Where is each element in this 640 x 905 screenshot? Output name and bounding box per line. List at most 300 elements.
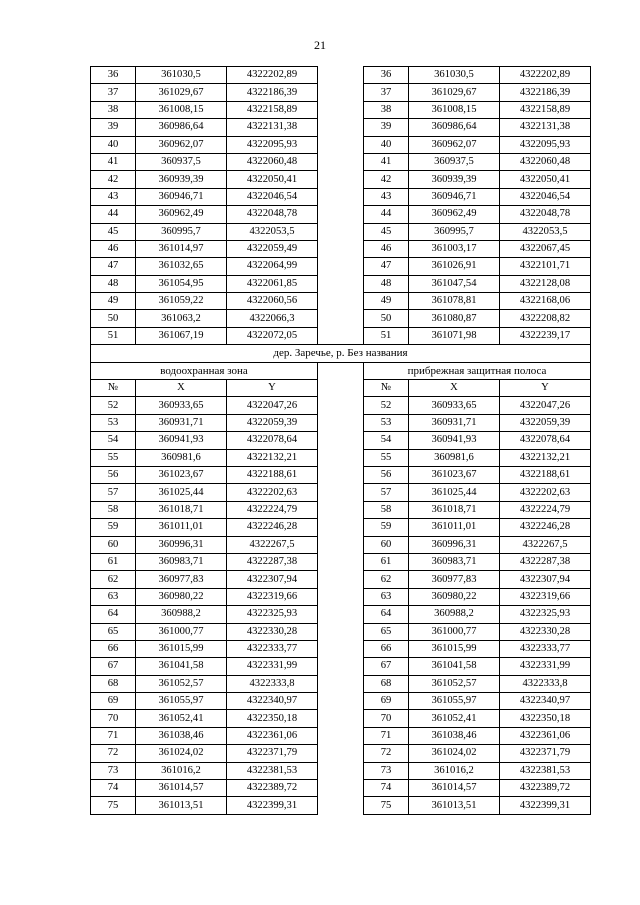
right-x-coordinate: 361014,57 [409, 780, 500, 797]
right-y-coordinate: 4322330,28 [500, 623, 591, 640]
left-x-coordinate: 361011,01 [136, 519, 227, 536]
column-gap [318, 67, 364, 84]
table-row [91, 119, 591, 136]
column-gap [318, 362, 364, 379]
right-point-number: 53 [364, 414, 409, 431]
column-gap [318, 501, 364, 518]
right-x-coordinate: 361071,98 [409, 327, 500, 344]
right-x-coordinate: 361024,02 [409, 745, 500, 762]
right-point-number: 39 [364, 119, 409, 136]
left-y-coordinate: 4322059,39 [227, 414, 318, 431]
section-title: дер. Заречье, р. Без названия [91, 345, 591, 362]
right-x-coordinate: 361026,91 [409, 258, 500, 275]
table-row [91, 275, 591, 292]
left-x-coordinate: 361067,19 [136, 327, 227, 344]
table-row [91, 206, 591, 223]
left-y-coordinate: 4322132,21 [227, 449, 318, 466]
right-point-number: 47 [364, 258, 409, 275]
table-row [91, 658, 591, 675]
left-y-coordinate: 4322066,3 [227, 310, 318, 327]
column-gap [318, 258, 364, 275]
left-x-coordinate: 361016,2 [136, 762, 227, 779]
left-y-coordinate: 4322350,18 [227, 710, 318, 727]
column-gap [318, 466, 364, 483]
right-x-coordinate: 361052,57 [409, 675, 500, 692]
left-x-coordinate: 361025,44 [136, 484, 227, 501]
table-row [91, 67, 591, 84]
right-point-number: 65 [364, 623, 409, 640]
right-point-number: 62 [364, 571, 409, 588]
table-row [91, 553, 591, 570]
right-point-number: 45 [364, 223, 409, 240]
left-x-coordinate: 361052,41 [136, 710, 227, 727]
table-row [91, 484, 591, 501]
right-x-coordinate: 361013,51 [409, 797, 500, 814]
right-point-number: 69 [364, 693, 409, 710]
right-y-coordinate: 4322340,97 [500, 693, 591, 710]
right-x-coordinate: 360980,22 [409, 588, 500, 605]
right-x-coordinate: 361047,54 [409, 275, 500, 292]
left-point-number: 58 [91, 501, 136, 518]
left-point-number: 73 [91, 762, 136, 779]
right-x-coordinate: 361041,58 [409, 658, 500, 675]
left-x-coordinate: 361032,65 [136, 258, 227, 275]
left-x-coordinate: 360983,71 [136, 553, 227, 570]
column-gap [318, 658, 364, 675]
left-y-coordinate: 4322333,8 [227, 675, 318, 692]
right-point-number: 61 [364, 553, 409, 570]
right-x-coordinate: 360939,39 [409, 171, 500, 188]
table-row [91, 675, 591, 692]
table-row [91, 171, 591, 188]
table-row [91, 153, 591, 170]
right-y-coordinate: 4322131,38 [500, 119, 591, 136]
table-row [91, 136, 591, 153]
left-x-coordinate: 360980,22 [136, 588, 227, 605]
right-header-x: X [409, 380, 500, 397]
left-x-coordinate: 360931,71 [136, 414, 227, 431]
right-y-coordinate: 4322331,99 [500, 658, 591, 675]
left-point-number: 44 [91, 206, 136, 223]
right-x-coordinate: 361018,71 [409, 501, 500, 518]
table-row [91, 745, 591, 762]
left-point-number: 37 [91, 84, 136, 101]
left-y-coordinate: 4322078,64 [227, 432, 318, 449]
left-x-coordinate: 361041,58 [136, 658, 227, 675]
table-row [91, 84, 591, 101]
left-point-number: 41 [91, 153, 136, 170]
right-x-coordinate: 360995,7 [409, 223, 500, 240]
right-point-number: 43 [364, 188, 409, 205]
left-y-coordinate: 4322325,93 [227, 606, 318, 623]
right-point-number: 63 [364, 588, 409, 605]
column-gap [318, 188, 364, 205]
right-x-coordinate: 360946,71 [409, 188, 500, 205]
right-point-number: 42 [364, 171, 409, 188]
right-x-coordinate: 361078,81 [409, 293, 500, 310]
left-point-number: 71 [91, 727, 136, 744]
left-point-number: 52 [91, 397, 136, 414]
right-point-number: 64 [364, 606, 409, 623]
right-y-coordinate: 4322186,39 [500, 84, 591, 101]
right-x-coordinate: 360981,6 [409, 449, 500, 466]
left-x-coordinate: 360996,31 [136, 536, 227, 553]
left-point-number: 62 [91, 571, 136, 588]
table-row [91, 710, 591, 727]
left-y-coordinate: 4322371,79 [227, 745, 318, 762]
right-x-coordinate: 361080,87 [409, 310, 500, 327]
right-point-number: 70 [364, 710, 409, 727]
section-header [91, 345, 591, 397]
left-y-coordinate: 4322060,56 [227, 293, 318, 310]
left-y-coordinate: 4322064,99 [227, 258, 318, 275]
left-x-coordinate: 361000,77 [136, 623, 227, 640]
right-y-coordinate: 4322287,38 [500, 553, 591, 570]
column-gap [318, 119, 364, 136]
right-y-coordinate: 4322361,06 [500, 727, 591, 744]
left-x-coordinate: 360962,07 [136, 136, 227, 153]
left-y-coordinate: 4322389,72 [227, 780, 318, 797]
left-y-coordinate: 4322048,78 [227, 206, 318, 223]
right-y-coordinate: 4322188,61 [500, 466, 591, 483]
right-point-number: 49 [364, 293, 409, 310]
right-point-number: 44 [364, 206, 409, 223]
left-y-coordinate: 4322202,63 [227, 484, 318, 501]
right-x-coordinate: 361003,17 [409, 240, 500, 257]
right-x-coordinate: 361023,67 [409, 466, 500, 483]
left-point-number: 74 [91, 780, 136, 797]
right-x-coordinate: 361030,5 [409, 67, 500, 84]
left-x-coordinate: 361008,15 [136, 101, 227, 118]
left-y-coordinate: 4322186,39 [227, 84, 318, 101]
right-y-coordinate: 4322267,5 [500, 536, 591, 553]
right-x-coordinate: 360941,93 [409, 432, 500, 449]
table-row [91, 797, 591, 814]
table-row [91, 780, 591, 797]
left-point-number: 67 [91, 658, 136, 675]
right-y-coordinate: 4322168,06 [500, 293, 591, 310]
column-gap [318, 588, 364, 605]
left-y-coordinate: 4322331,99 [227, 658, 318, 675]
right-y-coordinate: 4322078,64 [500, 432, 591, 449]
column-gap [318, 397, 364, 414]
left-y-coordinate: 4322095,93 [227, 136, 318, 153]
left-x-coordinate: 360981,6 [136, 449, 227, 466]
table-row [91, 588, 591, 605]
left-y-coordinate: 4322246,28 [227, 519, 318, 536]
column-gap [318, 414, 364, 431]
left-x-coordinate: 361018,71 [136, 501, 227, 518]
column-gap [318, 101, 364, 118]
right-y-coordinate: 4322060,48 [500, 153, 591, 170]
left-header-x: X [136, 380, 227, 397]
left-x-coordinate: 361059,22 [136, 293, 227, 310]
table-row [91, 258, 591, 275]
table-row [91, 293, 591, 310]
column-gap [318, 223, 364, 240]
right-y-coordinate: 4322132,21 [500, 449, 591, 466]
left-y-coordinate: 4322060,48 [227, 153, 318, 170]
column-gap [318, 449, 364, 466]
right-point-number: 48 [364, 275, 409, 292]
left-y-coordinate: 4322158,89 [227, 101, 318, 118]
left-point-number: 70 [91, 710, 136, 727]
table-row [91, 397, 591, 414]
left-point-number: 55 [91, 449, 136, 466]
right-y-coordinate: 4322319,66 [500, 588, 591, 605]
column-gap [318, 136, 364, 153]
right-y-coordinate: 4322047,26 [500, 397, 591, 414]
left-x-coordinate: 361038,46 [136, 727, 227, 744]
right-header-number: № [364, 380, 409, 397]
right-y-coordinate: 4322101,71 [500, 258, 591, 275]
left-x-coordinate: 361024,02 [136, 745, 227, 762]
table-row [91, 240, 591, 257]
left-x-coordinate: 361015,99 [136, 640, 227, 657]
left-point-number: 43 [91, 188, 136, 205]
column-gap [318, 780, 364, 797]
right-y-coordinate: 4322202,63 [500, 484, 591, 501]
right-y-coordinate: 4322333,8 [500, 675, 591, 692]
column-gap [318, 640, 364, 657]
left-x-coordinate: 361023,67 [136, 466, 227, 483]
left-x-coordinate: 360962,49 [136, 206, 227, 223]
left-point-number: 72 [91, 745, 136, 762]
right-y-coordinate: 4322202,89 [500, 67, 591, 84]
column-gap [318, 484, 364, 501]
left-point-number: 59 [91, 519, 136, 536]
left-point-number: 51 [91, 327, 136, 344]
right-point-number: 46 [364, 240, 409, 257]
right-y-coordinate: 4322048,78 [500, 206, 591, 223]
right-point-number: 36 [364, 67, 409, 84]
right-x-coordinate: 361055,97 [409, 693, 500, 710]
right-y-coordinate: 4322333,77 [500, 640, 591, 657]
left-x-coordinate: 360937,5 [136, 153, 227, 170]
table-row [91, 762, 591, 779]
left-point-number: 50 [91, 310, 136, 327]
left-y-coordinate: 4322202,89 [227, 67, 318, 84]
right-y-coordinate: 4322059,39 [500, 414, 591, 431]
column-gap [318, 380, 364, 397]
table-row [91, 466, 591, 483]
left-x-coordinate: 361052,57 [136, 675, 227, 692]
right-y-coordinate: 4322307,94 [500, 571, 591, 588]
left-y-coordinate: 4322399,31 [227, 797, 318, 814]
right-point-number: 57 [364, 484, 409, 501]
left-y-coordinate: 4322307,94 [227, 571, 318, 588]
right-point-number: 41 [364, 153, 409, 170]
left-point-number: 56 [91, 466, 136, 483]
column-gap [318, 275, 364, 292]
left-x-coordinate: 361063,2 [136, 310, 227, 327]
left-point-number: 65 [91, 623, 136, 640]
left-x-coordinate: 361029,67 [136, 84, 227, 101]
table-row [91, 623, 591, 640]
right-x-coordinate: 361052,41 [409, 710, 500, 727]
right-y-coordinate: 4322053,5 [500, 223, 591, 240]
right-y-coordinate: 4322128,08 [500, 275, 591, 292]
top-rows [91, 67, 591, 345]
left-y-coordinate: 4322267,5 [227, 536, 318, 553]
column-gap [318, 432, 364, 449]
right-x-coordinate: 360977,83 [409, 571, 500, 588]
left-x-coordinate: 360946,71 [136, 188, 227, 205]
right-x-coordinate: 360933,65 [409, 397, 500, 414]
left-y-coordinate: 4322330,28 [227, 623, 318, 640]
right-y-coordinate: 4322381,53 [500, 762, 591, 779]
page-number: 21 [314, 38, 326, 52]
left-point-number: 68 [91, 675, 136, 692]
left-y-coordinate: 4322188,61 [227, 466, 318, 483]
left-point-number: 66 [91, 640, 136, 657]
left-x-coordinate: 360988,2 [136, 606, 227, 623]
left-x-coordinate: 361055,97 [136, 693, 227, 710]
right-point-number: 71 [364, 727, 409, 744]
column-gap [318, 762, 364, 779]
column-gap [318, 571, 364, 588]
column-gap [318, 519, 364, 536]
left-point-number: 69 [91, 693, 136, 710]
right-point-number: 50 [364, 310, 409, 327]
table-row [91, 727, 591, 744]
column-gap [318, 171, 364, 188]
left-x-coordinate: 360939,39 [136, 171, 227, 188]
left-y-coordinate: 4322061,85 [227, 275, 318, 292]
left-x-coordinate: 361014,97 [136, 240, 227, 257]
left-point-number: 40 [91, 136, 136, 153]
right-y-coordinate: 4322325,93 [500, 606, 591, 623]
column-gap [318, 293, 364, 310]
table-row [91, 449, 591, 466]
left-point-number: 46 [91, 240, 136, 257]
right-x-coordinate: 361025,44 [409, 484, 500, 501]
table-row [91, 414, 591, 431]
right-x-coordinate: 360931,71 [409, 414, 500, 431]
left-point-number: 57 [91, 484, 136, 501]
left-y-coordinate: 4322340,97 [227, 693, 318, 710]
table-row [91, 101, 591, 118]
left-point-number: 36 [91, 67, 136, 84]
right-y-coordinate: 4322224,79 [500, 501, 591, 518]
right-point-number: 51 [364, 327, 409, 344]
right-x-coordinate: 361015,99 [409, 640, 500, 657]
right-point-number: 54 [364, 432, 409, 449]
right-y-coordinate: 4322067,45 [500, 240, 591, 257]
right-y-coordinate: 4322246,28 [500, 519, 591, 536]
left-point-number: 45 [91, 223, 136, 240]
right-x-coordinate: 360983,71 [409, 553, 500, 570]
table-row [91, 188, 591, 205]
right-point-number: 60 [364, 536, 409, 553]
left-point-number: 61 [91, 553, 136, 570]
right-point-number: 37 [364, 84, 409, 101]
column-gap [318, 727, 364, 744]
right-point-number: 58 [364, 501, 409, 518]
left-y-coordinate: 4322319,66 [227, 588, 318, 605]
left-point-number: 54 [91, 432, 136, 449]
column-gap [318, 710, 364, 727]
right-x-coordinate: 360986,64 [409, 119, 500, 136]
table-row [91, 327, 591, 344]
left-y-coordinate: 4322059,49 [227, 240, 318, 257]
table-row [91, 606, 591, 623]
right-x-coordinate: 360962,07 [409, 136, 500, 153]
right-x-coordinate: 360937,5 [409, 153, 500, 170]
right-point-number: 74 [364, 780, 409, 797]
left-x-coordinate: 360986,64 [136, 119, 227, 136]
left-y-coordinate: 4322053,5 [227, 223, 318, 240]
column-gap [318, 675, 364, 692]
right-y-coordinate: 4322095,93 [500, 136, 591, 153]
right-x-coordinate: 361038,46 [409, 727, 500, 744]
column-gap [318, 84, 364, 101]
right-header-y: Y [500, 380, 591, 397]
table-row [91, 432, 591, 449]
left-y-coordinate: 4322050,41 [227, 171, 318, 188]
table-row [91, 640, 591, 657]
right-x-coordinate: 361016,2 [409, 762, 500, 779]
right-y-coordinate: 4322350,18 [500, 710, 591, 727]
right-x-coordinate: 360962,49 [409, 206, 500, 223]
column-gap [318, 153, 364, 170]
left-point-number: 60 [91, 536, 136, 553]
right-point-number: 66 [364, 640, 409, 657]
right-x-coordinate: 360988,2 [409, 606, 500, 623]
left-point-number: 48 [91, 275, 136, 292]
left-point-number: 42 [91, 171, 136, 188]
right-point-number: 55 [364, 449, 409, 466]
left-point-number: 49 [91, 293, 136, 310]
left-y-coordinate: 4322046,54 [227, 188, 318, 205]
right-point-number: 68 [364, 675, 409, 692]
right-point-number: 59 [364, 519, 409, 536]
column-gap [318, 206, 364, 223]
left-y-coordinate: 4322131,38 [227, 119, 318, 136]
right-y-coordinate: 4322389,72 [500, 780, 591, 797]
left-x-coordinate: 361013,51 [136, 797, 227, 814]
left-point-number: 64 [91, 606, 136, 623]
right-point-number: 38 [364, 101, 409, 118]
right-y-coordinate: 4322208,82 [500, 310, 591, 327]
right-x-coordinate: 360996,31 [409, 536, 500, 553]
left-x-coordinate: 361054,95 [136, 275, 227, 292]
right-y-coordinate: 4322158,89 [500, 101, 591, 118]
left-point-number: 47 [91, 258, 136, 275]
column-gap [318, 606, 364, 623]
left-point-number: 63 [91, 588, 136, 605]
left-y-coordinate: 4322072,05 [227, 327, 318, 344]
right-point-number: 56 [364, 466, 409, 483]
left-point-number: 39 [91, 119, 136, 136]
left-point-number: 53 [91, 414, 136, 431]
coordinates-table [90, 66, 591, 815]
left-header-y: Y [227, 380, 318, 397]
column-gap [318, 553, 364, 570]
right-y-coordinate: 4322050,41 [500, 171, 591, 188]
right-x-coordinate: 361008,15 [409, 101, 500, 118]
right-y-coordinate: 4322046,54 [500, 188, 591, 205]
column-gap [318, 240, 364, 257]
left-y-coordinate: 4322287,38 [227, 553, 318, 570]
left-point-number: 75 [91, 797, 136, 814]
left-y-coordinate: 4322047,26 [227, 397, 318, 414]
left-x-coordinate: 360977,83 [136, 571, 227, 588]
table-row [91, 519, 591, 536]
right-point-number: 40 [364, 136, 409, 153]
left-y-coordinate: 4322361,06 [227, 727, 318, 744]
right-point-number: 72 [364, 745, 409, 762]
